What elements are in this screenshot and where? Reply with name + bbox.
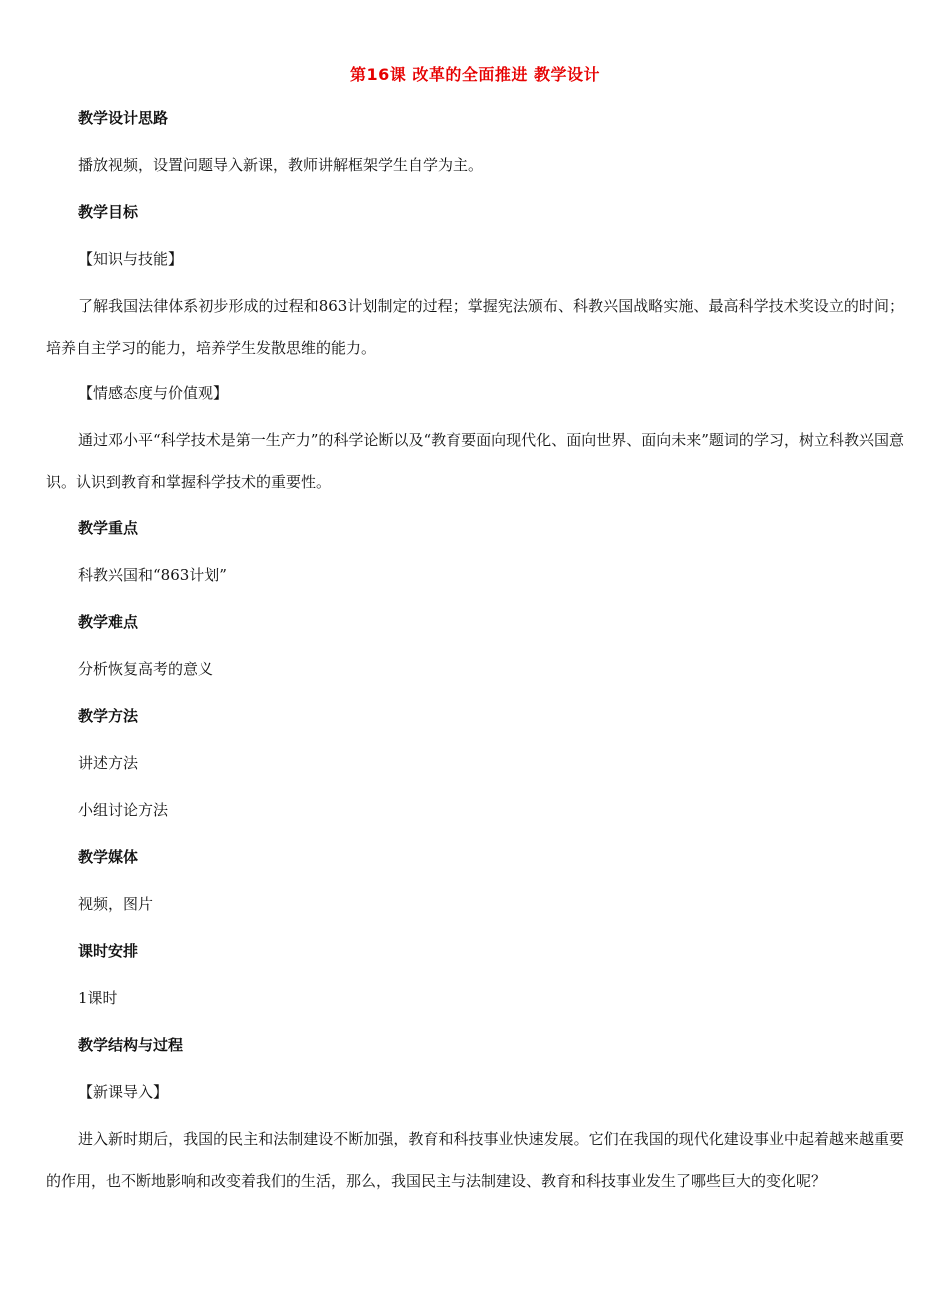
subheading-new-lesson-intro: 【新课导入】 xyxy=(78,1083,169,1101)
text-emotion-values: 通过邓小平“科学技术是第一生产力”的科学论断以及“教育要面向现代化、面向世界、面向未来”题词的学习，树立科教兴国意识。认识到教育和掌握科学技术的重要性。 xyxy=(46,431,904,491)
heading-schedule: 课时安排 xyxy=(78,942,139,960)
heading-key-points: 教学重点 xyxy=(78,519,139,537)
heading-teaching-goals: 教学目标 xyxy=(78,203,139,221)
document-title: 第16课 改革的全面推进 教学设计 xyxy=(350,65,600,84)
text-teaching-media: 视频，图片 xyxy=(78,895,154,913)
text-schedule: 1课时 xyxy=(78,989,118,1007)
subheading-emotion-values: 【情感态度与价值观】 xyxy=(78,384,229,402)
text-key-points: 科教兴国和“863计划” xyxy=(78,566,227,584)
heading-structure-process: 教学结构与过程 xyxy=(78,1036,184,1054)
text-difficult-points: 分析恢复高考的意义 xyxy=(78,660,214,678)
heading-difficult-points: 教学难点 xyxy=(78,613,139,631)
text-design-idea: 播放视频，设置问题导入新课，教师讲解框架学生自学为主。 xyxy=(78,156,484,174)
heading-design-idea: 教学设计思路 xyxy=(78,109,169,127)
heading-teaching-methods: 教学方法 xyxy=(78,707,139,725)
text-new-lesson-intro: 进入新时期后，我国的民主和法制建设不断加强，教育和科技事业快速发展。它们在我国的现代化建设事业中起着越来越重要的作用，也不断地影响和改变着我们的生活，那么，我国民主与法制建设、教育和科技事业发生了哪些巨大的变化呢？ xyxy=(46,1130,904,1190)
heading-teaching-media: 教学媒体 xyxy=(78,848,139,866)
text-knowledge-skills: 了解我国法律体系初步形成的过程和863计划制定的过程；掌握宪法颁布、科教兴国战略实施、最高科学技术奖设立的时间；培养自主学习的能力，培养学生发散思维的能力。 xyxy=(46,297,904,357)
text-teaching-method-1: 讲述方法 xyxy=(78,754,139,772)
text-teaching-method-2: 小组讨论方法 xyxy=(78,801,169,819)
subheading-knowledge-skills: 【知识与技能】 xyxy=(78,250,184,268)
